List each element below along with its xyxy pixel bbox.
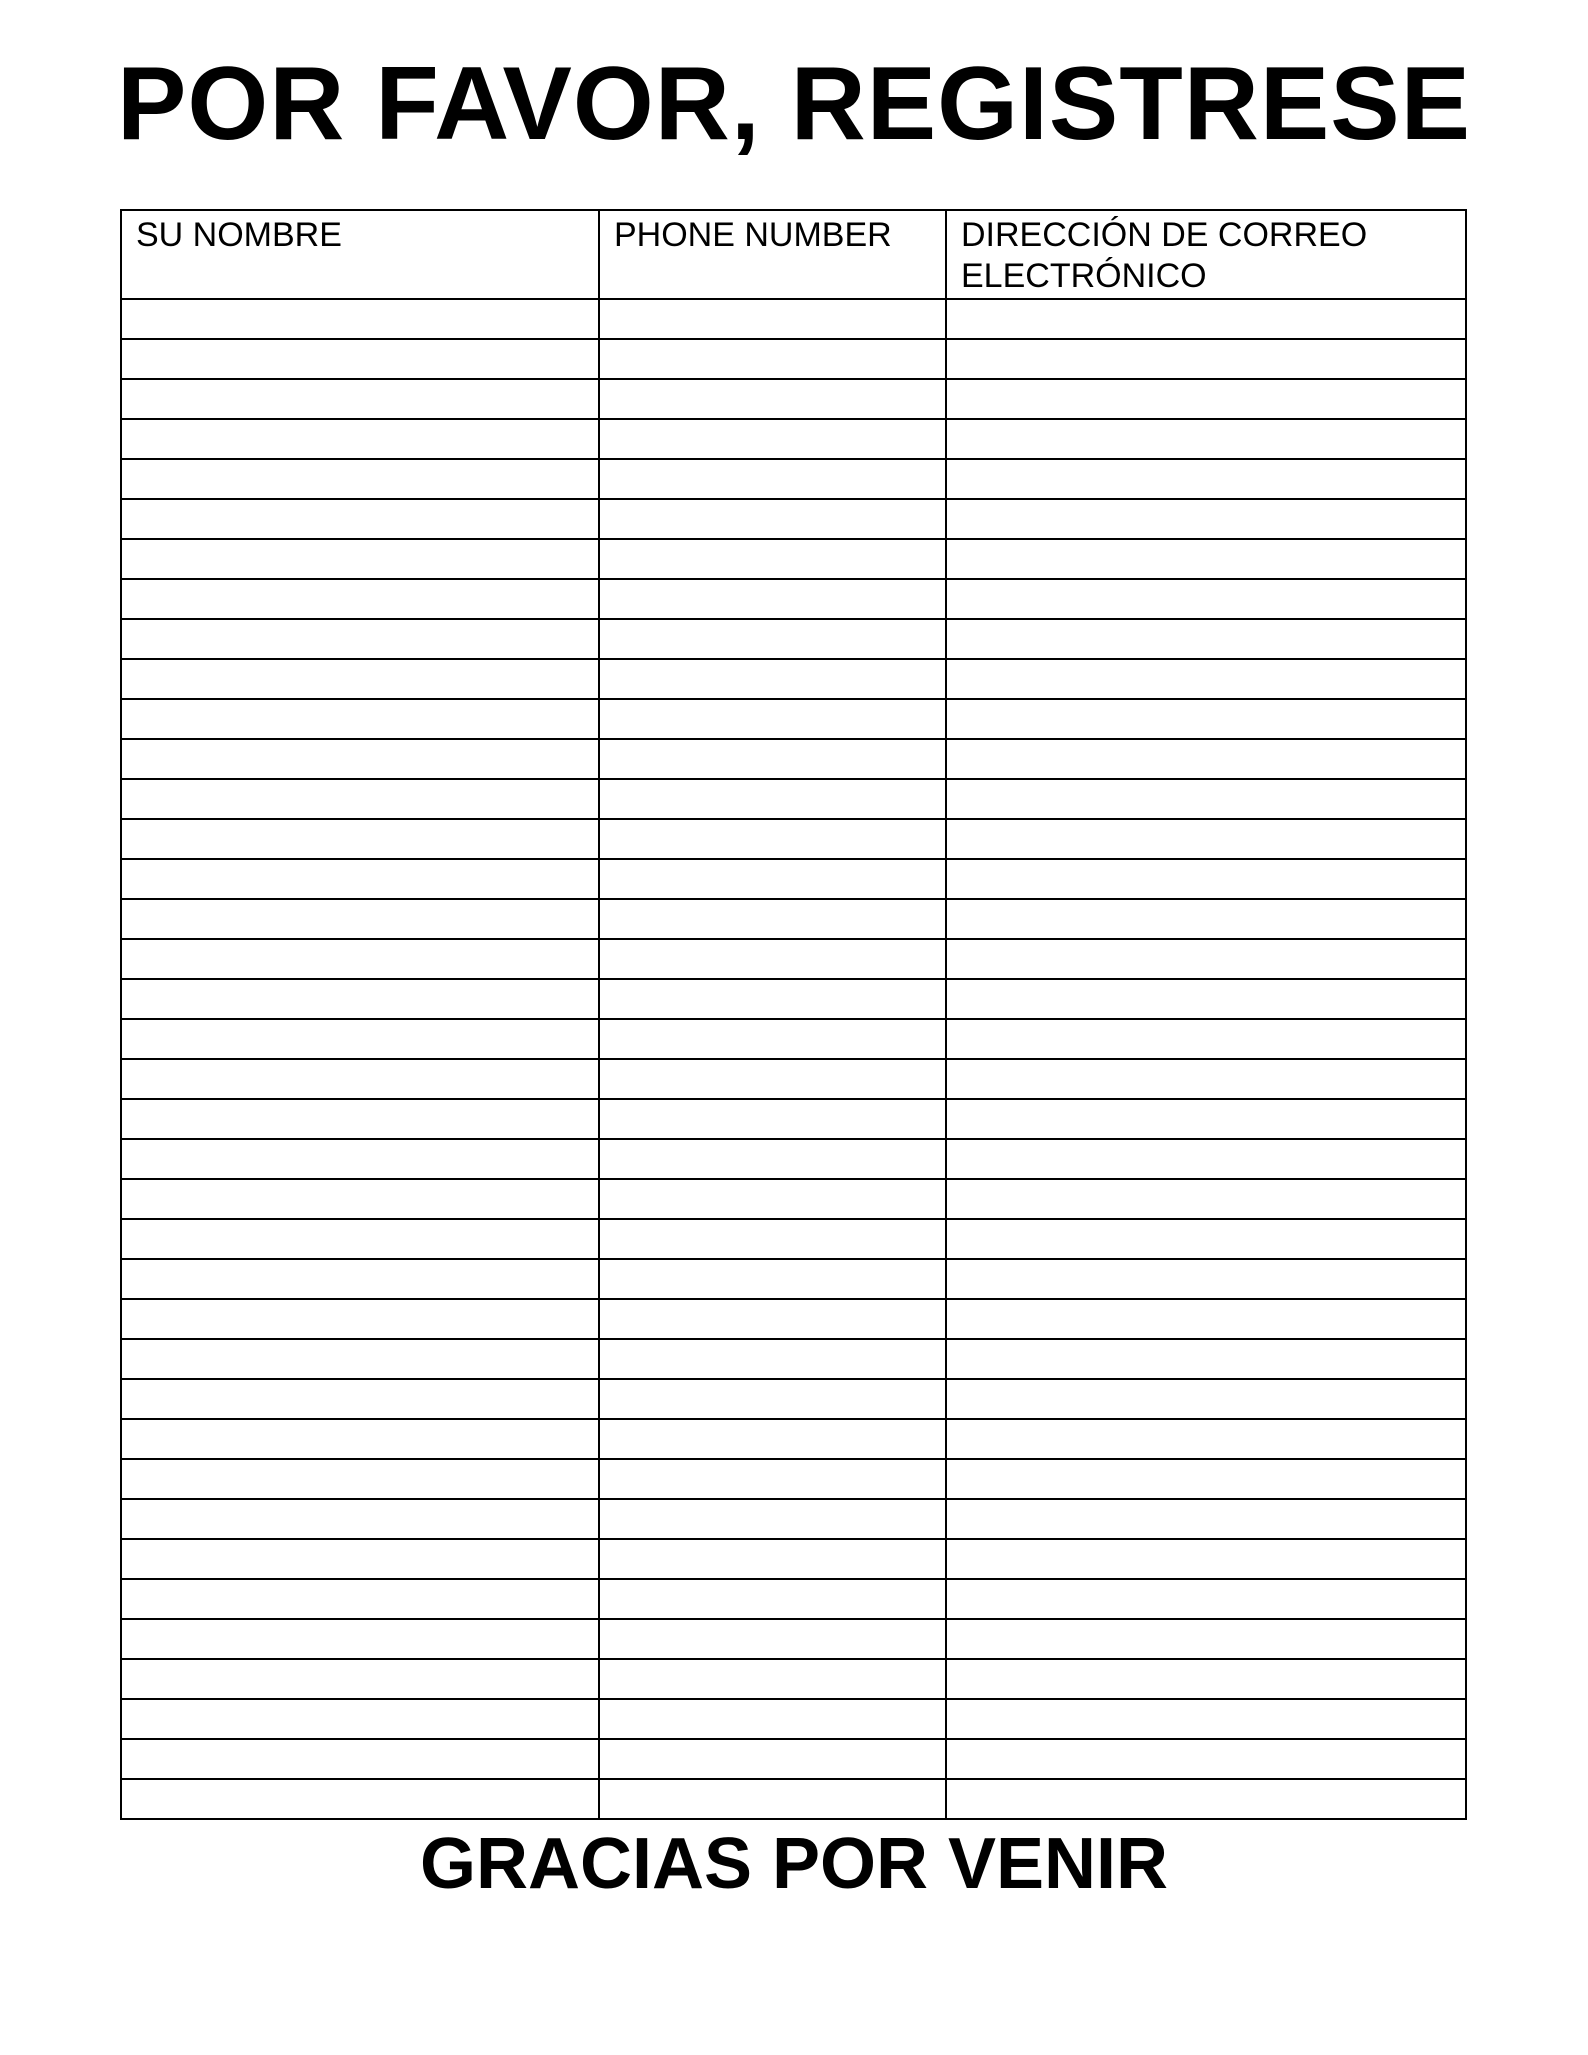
table-row xyxy=(121,1739,1466,1779)
phone-cell xyxy=(599,1499,946,1539)
column-header-name: SU NOMBRE xyxy=(121,210,599,299)
phone-cell xyxy=(599,339,946,379)
phone-cell xyxy=(599,419,946,459)
email-cell xyxy=(946,1339,1466,1379)
name-cell xyxy=(121,1139,599,1179)
email-cell xyxy=(946,699,1466,739)
email-cell xyxy=(946,1539,1466,1579)
signup-rows xyxy=(121,299,1466,1819)
phone-cell xyxy=(599,1219,946,1259)
table-row xyxy=(121,939,1466,979)
name-cell xyxy=(121,1099,599,1139)
phone-cell xyxy=(599,459,946,499)
table-row xyxy=(121,339,1466,379)
name-cell xyxy=(121,859,599,899)
name-cell xyxy=(121,1459,599,1499)
email-cell xyxy=(946,1299,1466,1339)
phone-cell xyxy=(599,1339,946,1379)
name-cell xyxy=(121,1299,599,1339)
phone-cell xyxy=(599,539,946,579)
email-cell xyxy=(946,819,1466,859)
email-cell xyxy=(946,459,1466,499)
column-header-email: DIRECCIÓN DE CORREO ELECTRÓNICO xyxy=(946,210,1466,299)
table-row xyxy=(121,1659,1466,1699)
email-cell xyxy=(946,1379,1466,1419)
name-cell xyxy=(121,1019,599,1059)
email-cell xyxy=(946,339,1466,379)
phone-cell xyxy=(599,379,946,419)
table-row xyxy=(121,1459,1466,1499)
phone-cell xyxy=(599,1619,946,1659)
table-row xyxy=(121,1099,1466,1139)
email-cell xyxy=(946,939,1466,979)
name-cell xyxy=(121,459,599,499)
phone-cell xyxy=(599,499,946,539)
name-cell xyxy=(121,979,599,1019)
email-cell xyxy=(946,859,1466,899)
table-row xyxy=(121,299,1466,339)
name-cell xyxy=(121,1259,599,1299)
name-cell xyxy=(121,379,599,419)
table-row xyxy=(121,539,1466,579)
table-row xyxy=(121,1299,1466,1339)
footer-thanks: GRACIAS POR VENIR xyxy=(419,1824,1169,1904)
email-cell xyxy=(946,1499,1466,1539)
phone-cell xyxy=(599,659,946,699)
phone-cell xyxy=(599,1179,946,1219)
email-cell xyxy=(946,1099,1466,1139)
email-cell xyxy=(946,899,1466,939)
table-row xyxy=(121,419,1466,459)
table-row xyxy=(121,1139,1466,1179)
email-cell xyxy=(946,1179,1466,1219)
phone-cell xyxy=(599,939,946,979)
column-header-phone: PHONE NUMBER xyxy=(599,210,946,299)
phone-cell xyxy=(599,899,946,939)
phone-cell xyxy=(599,979,946,1019)
table-row xyxy=(121,1059,1466,1099)
name-cell xyxy=(121,699,599,739)
table-row xyxy=(121,859,1466,899)
name-cell xyxy=(121,1419,599,1459)
phone-cell xyxy=(599,1019,946,1059)
email-cell xyxy=(946,1779,1466,1819)
name-cell xyxy=(121,819,599,859)
table-row xyxy=(121,699,1466,739)
table-row xyxy=(121,1419,1466,1459)
email-cell xyxy=(946,1059,1466,1099)
table-row xyxy=(121,1019,1466,1059)
name-cell xyxy=(121,339,599,379)
phone-cell xyxy=(599,1099,946,1139)
email-cell xyxy=(946,1139,1466,1179)
name-cell xyxy=(121,1179,599,1219)
email-cell xyxy=(946,979,1466,1019)
email-cell xyxy=(946,1419,1466,1459)
phone-cell xyxy=(599,1459,946,1499)
name-cell xyxy=(121,1579,599,1619)
table-row xyxy=(121,1619,1466,1659)
name-cell xyxy=(121,1059,599,1099)
phone-cell xyxy=(599,859,946,899)
name-cell xyxy=(121,1699,599,1739)
phone-cell xyxy=(599,1139,946,1179)
table-row xyxy=(121,1499,1466,1539)
name-cell xyxy=(121,659,599,699)
email-cell xyxy=(946,659,1466,699)
phone-cell xyxy=(599,579,946,619)
email-cell xyxy=(946,1699,1466,1739)
name-cell xyxy=(121,1499,599,1539)
phone-cell xyxy=(599,819,946,859)
email-cell xyxy=(946,619,1466,659)
phone-cell xyxy=(599,1379,946,1419)
name-cell xyxy=(121,419,599,459)
table-header-row xyxy=(121,210,1466,299)
name-cell xyxy=(121,939,599,979)
name-cell xyxy=(121,1659,599,1699)
name-cell xyxy=(121,539,599,579)
table-row xyxy=(121,1579,1466,1619)
email-cell xyxy=(946,379,1466,419)
table-row xyxy=(121,779,1466,819)
name-cell xyxy=(121,1219,599,1259)
table-row xyxy=(121,1179,1466,1219)
phone-cell xyxy=(599,1699,946,1739)
phone-cell xyxy=(599,1579,946,1619)
name-cell xyxy=(121,299,599,339)
table-row xyxy=(121,499,1466,539)
name-cell xyxy=(121,619,599,659)
name-cell xyxy=(121,779,599,819)
email-cell xyxy=(946,419,1466,459)
phone-cell xyxy=(599,1779,946,1819)
table-row xyxy=(121,1699,1466,1739)
table-row xyxy=(121,1539,1466,1579)
name-cell xyxy=(121,1619,599,1659)
phone-cell xyxy=(599,299,946,339)
table-row xyxy=(121,1379,1466,1419)
phone-cell xyxy=(599,739,946,779)
email-cell xyxy=(946,299,1466,339)
email-cell xyxy=(946,1739,1466,1779)
phone-cell xyxy=(599,1059,946,1099)
signup-table xyxy=(120,209,1467,1820)
table-row xyxy=(121,1779,1466,1819)
phone-cell xyxy=(599,1539,946,1579)
name-cell xyxy=(121,1779,599,1819)
phone-cell xyxy=(599,1739,946,1779)
name-cell xyxy=(121,1339,599,1379)
name-cell xyxy=(121,899,599,939)
phone-cell xyxy=(599,1419,946,1459)
phone-cell xyxy=(599,619,946,659)
email-cell xyxy=(946,1219,1466,1259)
table-row xyxy=(121,1219,1466,1259)
table-row xyxy=(121,979,1466,1019)
email-cell xyxy=(946,1619,1466,1659)
email-cell xyxy=(946,499,1466,539)
phone-cell xyxy=(599,1659,946,1699)
table-row xyxy=(121,579,1466,619)
email-cell xyxy=(946,1259,1466,1299)
email-cell xyxy=(946,1459,1466,1499)
email-cell xyxy=(946,739,1466,779)
name-cell xyxy=(121,499,599,539)
phone-cell xyxy=(599,1299,946,1339)
email-cell xyxy=(946,539,1466,579)
email-cell xyxy=(946,1659,1466,1699)
phone-cell xyxy=(599,779,946,819)
table-row xyxy=(121,899,1466,939)
page-title: POR FAVOR, REGISTRESE xyxy=(117,46,1471,162)
table-row xyxy=(121,619,1466,659)
table-row xyxy=(121,1259,1466,1299)
phone-cell xyxy=(599,699,946,739)
table-row xyxy=(121,739,1466,779)
table-row xyxy=(121,819,1466,859)
name-cell xyxy=(121,1379,599,1419)
email-cell xyxy=(946,1019,1466,1059)
email-cell xyxy=(946,1579,1466,1619)
phone-cell xyxy=(599,1259,946,1299)
table-row xyxy=(121,1339,1466,1379)
table-row xyxy=(121,659,1466,699)
name-cell xyxy=(121,1739,599,1779)
email-cell xyxy=(946,579,1466,619)
table-row xyxy=(121,379,1466,419)
name-cell xyxy=(121,1539,599,1579)
name-cell xyxy=(121,739,599,779)
table-row xyxy=(121,459,1466,499)
name-cell xyxy=(121,579,599,619)
email-cell xyxy=(946,779,1466,819)
